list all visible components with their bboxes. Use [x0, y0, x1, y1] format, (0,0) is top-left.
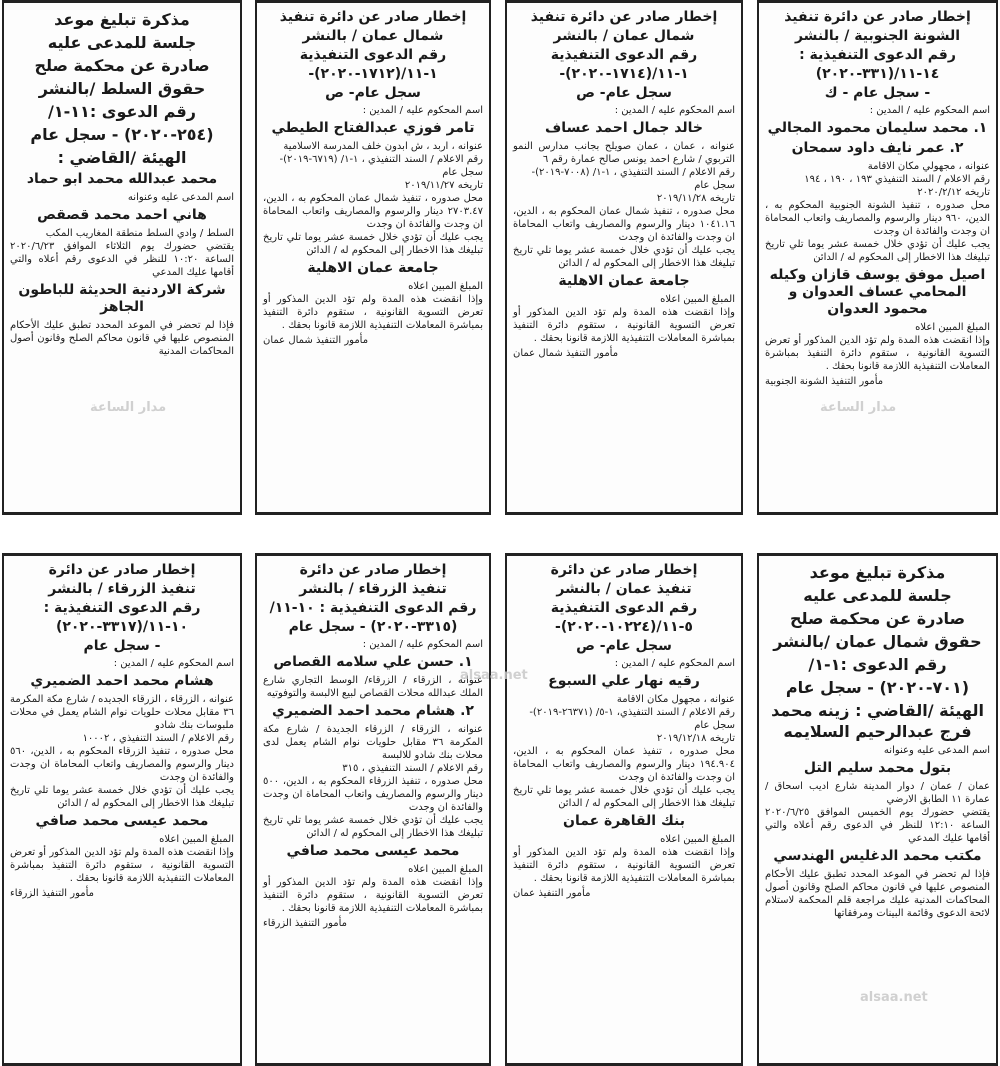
- notice-paragraph: محل صدوره ، تنفيذ الزرقاء المحكوم به ، الدين، ٥٠٠ دينار والرسوم والمصاريف واتعاب المحاماة ان وجدت والفائدة ان وجدت: [263, 776, 483, 813]
- notice-field-line: تاريخه ٢٠١٩/١١/٢٧: [404, 180, 483, 191]
- notice-heading: ١٠-١١/(٣٣١٧-٢٠٢٠): [55, 619, 189, 635]
- notice-field-line: رقم الاعلام / السند التنفيذي ، ١٠٠٠٢: [82, 733, 234, 744]
- notice-party-name: اصيل موفق يوسف قازان وكيله المحامي عساف العدوان و محمود العدوان: [769, 267, 986, 317]
- notice-party-name: بنك القاهرة عمان: [563, 813, 685, 829]
- notice-party-name: هشام محمد احمد الضميري: [30, 673, 214, 689]
- notice-paragraph: عمان / عمان / دوار المدينة شارع اديب اسحاق / عمارة ١١ الطابق الارضي: [765, 781, 990, 805]
- notice-paragraph: وإذا انقضت هذه المدة ولم تؤد الدين المذكور أو تعرض التسوية القانونية ، ستقوم دائرة التنفيذ بمباشرة المعاملات التنفيذية اللازمة قانونا بحقك .: [263, 877, 483, 914]
- notice-heading: جلسة للمدعى عليه: [803, 586, 952, 605]
- notice-field-line: اسم المحكوم عليه / المدين :: [113, 658, 234, 669]
- notice-field-line: تاريخه ٢٠٢٠/٢/١٢: [917, 187, 990, 198]
- notice-heading: إخطار صادر عن دائرة: [48, 562, 196, 578]
- notice-paragraph: يقتضي حضورك يوم الثلاثاء الموافق ٢٠٢٠/٦/٢٣ الساعة ١٠:٢٠ للنظر في الدعوى رقم أعلاه والتي أقامها عليك المدعي: [10, 241, 234, 278]
- notice-field-line: اسم المحكوم عليه / المدين :: [362, 105, 483, 116]
- notice-party-name: شركة الاردنية الحديثة للباطون الجاهز: [18, 282, 226, 315]
- notice-heading: الشونة الجنوبية / بالنشر: [794, 28, 961, 44]
- notice-paragraph: السلط / وادي السلط منطقة المغاريب المكب: [45, 228, 234, 239]
- notice-paragraph: وإذا انقضت هذه المدة ولم تؤد الدين المذكور أو تعرض التسوية القانونية ، ستقوم دائرة التنفيذ بمباشرة المعاملات التنفيذية اللازمة قانونا بحقك .: [513, 847, 735, 884]
- notice-field-line: رقم الاعلام / السند التنفيذي، ١-٥/ (٢٦٣٧١-٢٠١٩)-سجل عام: [529, 707, 735, 731]
- notice-party-name: بتول محمد سليم التل: [803, 760, 952, 776]
- notice-heading: تنفيذ الزرقاء / بالنشر: [48, 581, 196, 597]
- notice-heading: (٢٥٤-٢٠٢٠) - سجل عام: [30, 125, 214, 144]
- notice-heading: الهيئة /القاضي :: [57, 148, 187, 167]
- notice-field-line: رقم الاعلام / السند التنفيذي ، ٣١٥: [342, 763, 483, 774]
- notice-heading: صادرة عن محكمة صلح: [34, 56, 210, 75]
- notice-paragraph: يقتضي حضورك يوم الخميس الموافق ٢٠٢٠/٦/٢٥ الساعة ١٢:١٠ للنظر في الدعوى رقم أعلاه والتي أقامها عليك المدعي: [765, 807, 990, 844]
- notice-paragraph: المبلغ المبين اعلاه: [660, 834, 735, 845]
- notice-salt-court-summons: [2, 0, 242, 515]
- notice-heading: حقوق السلط /بالنشر: [38, 79, 206, 98]
- notice-heading: ١-١١/(١٧١٢-٢٠٢٠)-: [308, 66, 438, 82]
- notice-heading: مذكرة تبليغ موعد: [54, 10, 190, 29]
- notice-paragraph: محل صدوره ، تنفيذ عمان المحكوم به ، الدين، ١٩٤.٩٠٤ دينار والرسوم والمصاريف واتعاب المحاماة ان وجدت والفائدة ان وجدت: [513, 746, 735, 783]
- notice-heading: إخطار صادر عن دائرة تنفيذ: [279, 9, 467, 25]
- notice-heading: ١-١١/(١٧١٤-٢٠٢٠)-: [559, 66, 689, 82]
- notice-amman-10224: [505, 553, 743, 1066]
- notice-paragraph: محل صدوره ، تنفيذ شمال عمان المحكوم به ، الدين، ١٠٤١.١٦ دينار والرسوم والمصاريف واتعاب المحاماة ان وجدت والفائدة ان وجدت: [513, 206, 735, 243]
- notice-field-line: اسم المحكوم عليه / المدين :: [614, 105, 735, 116]
- notice-heading: إخطار صادر عن دائرة تنفيذ: [784, 9, 971, 25]
- notice-heading: رقم الدعوى التنفيذية: [299, 47, 447, 63]
- notice-party-name: محمد عبدالله محمد ابو حماد: [26, 171, 218, 187]
- notice-heading: إخطار صادر عن دائرة تنفيذ: [530, 9, 718, 25]
- notice-paragraph: يجب عليك أن تؤدي خلال خمسة عشر يوما تلي تاريخ تبليغك هذا الاخطار إلى المحكوم له / الدائن: [765, 239, 990, 263]
- notice-heading: رقم الدعوى التنفيذية: [550, 600, 698, 616]
- notice-paragraph: وإذا انقضت هذه المدة ولم تؤد الدين المذكور أو تعرض التسوية القانونية ، ستقوم دائرة التنفيذ بمباشرة المعاملات التنفيذية اللازمة قانونا بحقك .: [263, 294, 483, 331]
- notice-field-line: اسم المحكوم عليه / المدين :: [869, 105, 990, 116]
- notice-signature: مأمور التنفيذ الزرقاء: [10, 888, 94, 899]
- notice-paragraph: فإذا لم تحضر في الموعد المحدد تطبق عليك الأحكام المنصوص عليها في قانون محاكم الصلح وقانون أصول المحاكمات المدنية عليك مراجعة قلم المحكمة لاستلام لائحة الدعوى وقائمة البينات ومرفقاتها: [765, 869, 990, 919]
- notice-paragraph: محل صدوره ، تنفيذ الزرقاء المحكوم به ، الدين، ٥٦٠ دينار والرسوم والمصاريف واتعاب المحاماة ان وجدت والفائدة ان وجدت: [10, 746, 234, 783]
- notice-paragraph: المبلغ المبين اعلاه: [915, 322, 990, 333]
- notice-heading: تنفيذ عمان / بالنشر: [556, 581, 692, 597]
- notice-heading: إخطار صادر عن دائرة: [550, 562, 698, 578]
- notice-heading: الهيئة /القاضي : زينه محمد فرج عبدالرحيم السلايمه: [771, 701, 984, 741]
- notice-paragraph: عنوانه ، اربد ، ش ابدون خلف المدرسة الاسلامية: [283, 141, 483, 152]
- notice-party-name: مكتب محمد الدغليس الهندسي: [773, 848, 982, 864]
- notice-party-name: ٢. عمر نايف داود سمحان: [791, 140, 964, 156]
- notice-party-name: ١. حسن علي سلامه القصاص: [273, 654, 473, 670]
- notice-heading: شمال عمان / بالنشر: [302, 28, 444, 44]
- notice-paragraph: يجب عليك أن تؤدي خلال خمسة عشر يوما تلي تاريخ تبليغك هذا الاخطار إلى المحكوم له / الدائن: [513, 785, 735, 809]
- notice-party-name: هاني احمد محمد قصقص: [37, 207, 207, 223]
- notice-heading: إخطار صادر عن دائرة: [299, 562, 447, 578]
- notice-party-name: رقيه نهار علي السبوع: [548, 673, 700, 689]
- watermark-text: مدار الساعة: [820, 400, 897, 415]
- notice-field-line: رقم الاعلام / السند التنفيذي ١٩٣ ، ١٩٠ ، ١٩٤: [804, 174, 990, 185]
- notice-paragraph: يجب عليك أن تؤدي خلال خمسة عشر يوما تلي تاريخ تبليغك هذا الاخطار إلى المحكوم له / الدائن: [513, 245, 735, 269]
- notice-paragraph: عنوانه ، الزرقاء ، الزرقاء الجديده / شارع مكة المكرمة ٣٦ مقابل محلات حلويات نوام الشام يعمل في محلات ملبوسات بنك شادو: [10, 694, 234, 731]
- notice-paragraph: عنوانه ، الزرقاء / الزرقاء/ الوسط التجاري شارع الملك عبدالله محلات القصاص لبيع الالبسة والتوفوتيه: [263, 675, 483, 699]
- notice-field-line: تاريخه ٢٠١٩/١١/٢٨: [656, 193, 735, 204]
- notice-field-line: اسم المحكوم عليه / المدين :: [614, 658, 735, 669]
- notice-heading: رقم الدعوى :١١-١/: [48, 102, 196, 121]
- notice-paragraph: المبلغ المبين اعلاه: [159, 834, 234, 845]
- notice-paragraph: عنوانه ، عمان ، عمان صويلح بجانب مدارس النمو التربوي / شارع احمد يونس صالح عمارة رقم ٦: [513, 141, 735, 165]
- notice-paragraph: محل صدوره ، تنفيذ شمال عمان المحكوم به ، الدين، ٢٧٠٣.٤٧ دينار والرسوم والمصاريف واتعاب المحاماة ان وجدت والفائدة ان وجدت: [263, 193, 483, 230]
- watermark-site: alsaa.net: [860, 990, 928, 1005]
- notice-heading: ٥-١١/(١٠٢٢٤-٢٠٢٠)-: [555, 619, 693, 635]
- notice-paragraph: عنوانه ، الزرقاء / الزرقاء الجديدة / شارع مكة المكرمة ٣٦ مقابل حلويات نوام الشام يعمل لدى محلات بنك شادو للالبسة: [263, 724, 484, 761]
- notice-heading: سجل عام- ص: [576, 638, 672, 654]
- notice-zarqa-3315: [255, 553, 491, 1066]
- notice-signature: مأمور التنفيذ الزرقاء: [263, 918, 347, 929]
- notice-heading: تنفيذ الزرقاء / بالنشر: [299, 581, 447, 597]
- notice-party-name: محمد عيسى محمد صافي: [286, 843, 460, 859]
- notice-party-name: تامر فوزي عبدالفتاح الطيطي: [271, 120, 475, 136]
- notice-signature: مأمور التنفيذ عمان: [513, 888, 591, 899]
- notice-field-line: عنوانه ، مجهولي مكان الاقامة: [867, 161, 990, 172]
- notice-south-shouneh: [757, 0, 998, 515]
- notice-paragraph: وإذا انقضت هذه المدة ولم تؤد الدين المذكور أو تعرض التسوية القانونية ، ستقوم دائرة التنفيذ بمباشرة المعاملات التنفيذية اللازمة قانونا بحقك .: [10, 847, 234, 884]
- notice-paragraph: المبلغ المبين اعلاه: [408, 864, 483, 875]
- notice-north-amman-court-summons: [757, 553, 998, 1066]
- notice-field-line: تاريخه ٢٠١٩/١٢/١٨: [656, 733, 735, 744]
- notice-signature: مأمور التنفيذ شمال عمان: [513, 348, 619, 359]
- notice-heading: حقوق شمال عمان /بالنشر: [773, 632, 982, 651]
- notice-heading: (٧٠١-٢٠٢٠) - سجل عام: [785, 678, 970, 697]
- notice-field-line: اسم المحكوم عليه / المدين :: [362, 639, 483, 650]
- notice-paragraph: المبلغ المبين اعلاه: [408, 281, 483, 292]
- watermark-text: مدار الساعة: [90, 400, 167, 415]
- notice-signature: مأمور التنفيذ شمال عمان: [263, 335, 369, 346]
- notice-zarqa-3317: [2, 553, 242, 1066]
- notice-north-amman-1712: [255, 0, 491, 515]
- notice-signature: مأمور التنفيذ الشونة الجنوبية: [765, 376, 884, 387]
- notice-paragraph: يجب عليك أن تؤدي خلال خمسة عشر يوما تلي تاريخ تبليغك هذا الاخطار إلى المحكوم له / الدائن: [10, 785, 234, 809]
- notice-field-line: اسم المدعى عليه وعنوانه: [883, 745, 990, 756]
- notice-heading: سجل عام- ص: [576, 85, 672, 101]
- notice-heading: رقم الدعوى التنفيذية :: [43, 600, 201, 616]
- notice-paragraph: المبلغ المبين اعلاه: [660, 294, 735, 305]
- notice-heading: صادرة عن محكمة صلح: [789, 609, 966, 628]
- notice-party-name: جامعة عمان الاهلية: [558, 273, 690, 289]
- notice-heading: (٣٣١٥-٢٠٢٠) - سجل عام: [288, 619, 458, 635]
- notice-party-name: ٢. هشام محمد احمد الضميري: [272, 703, 474, 719]
- notice-paragraph: يجب عليك أن تؤدي خلال خمسة عشر يوما تلي تاريخ تبليغك هذا الاخطار إلى المحكوم له / الدائن: [263, 232, 483, 256]
- notice-heading: رقم الدعوى :١-١/: [808, 655, 947, 674]
- notice-heading: رقم الدعوى التنفيذية: [550, 47, 698, 63]
- notice-party-name: محمد عيسى محمد صافي: [35, 813, 209, 829]
- notice-heading: - سجل عام - ك: [824, 85, 931, 101]
- notice-heading: جلسة للمدعى عليه: [47, 33, 197, 52]
- notice-heading: ١٤-١١/(٣٣١-٢٠٢٠): [815, 66, 940, 82]
- notice-heading: رقم الدعوى التنفيذية :: [799, 47, 956, 63]
- top-row: [0, 0, 1000, 515]
- notice-field-line: رقم الاعلام / السند التنفيذي ، ١-١/ (٧٠٠٨-٢٠١٩)-سجل عام: [531, 167, 735, 191]
- notice-party-name: خالد جمال احمد عساف: [545, 120, 703, 136]
- notice-paragraph: وإذا انقضت هذه المدة ولم تؤد الدين المذكور أو تعرض التسوية القانونية ، ستقوم دائرة التنفيذ بمباشرة المعاملات التنفيذية اللازمة قانونا بحقك .: [765, 335, 990, 372]
- notice-field-line: اسم المدعى عليه وعنوانه: [127, 192, 234, 203]
- notice-paragraph: فإذا لم تحضر في الموعد المحدد تطبق عليك الأحكام المنصوص عليها في قانون محاكم الصلح وقانون أصول المحاكمات المدنية: [10, 320, 234, 357]
- notice-heading: - سجل عام: [83, 638, 161, 654]
- notice-heading: سجل عام- ص: [325, 85, 421, 101]
- notice-heading: شمال عمان / بالنشر: [553, 28, 695, 44]
- notice-party-name: جامعة عمان الاهلية: [307, 260, 439, 276]
- bottom-row: [0, 553, 1000, 1066]
- watermark-site: alsaa.net: [460, 668, 528, 683]
- notice-paragraph: يجب عليك أن تؤدي خلال خمسة عشر يوما تلي تاريخ تبليغك هذا الاخطار إلى المحكوم له / الدائن: [263, 815, 483, 839]
- notice-field-line: رقم الاعلام / السند التنفيذي ، ١-١/ (٦٧١٩-٢٠١٩)-سجل عام: [279, 154, 483, 178]
- notice-north-amman-1714: [505, 0, 743, 515]
- notice-heading: رقم الدعوى التنفيذية : ١٠-١١/: [269, 600, 477, 616]
- notice-paragraph: محل صدوره ، تنفيذ الشونة الجنوبية المحكوم به ، الدين، ٩٦٠ دينار والرسوم والمصاريف واتعاب المحاماة ان وجدت والفائدة ان وجدت: [765, 200, 990, 237]
- notice-paragraph: وإذا انقضت هذه المدة ولم تؤد الدين المذكور أو تعرض التسوية القانونية ، ستقوم دائرة التنفيذ بمباشرة المعاملات التنفيذية اللازمة قانونا بحقك .: [513, 307, 735, 344]
- notice-party-name: ١. محمد سليمان محمود المجالي: [767, 120, 988, 136]
- notice-heading: مذكرة تبليغ موعد: [809, 563, 946, 582]
- notice-field-line: عنوانه ، مجهول مكان الاقامة: [616, 694, 735, 705]
